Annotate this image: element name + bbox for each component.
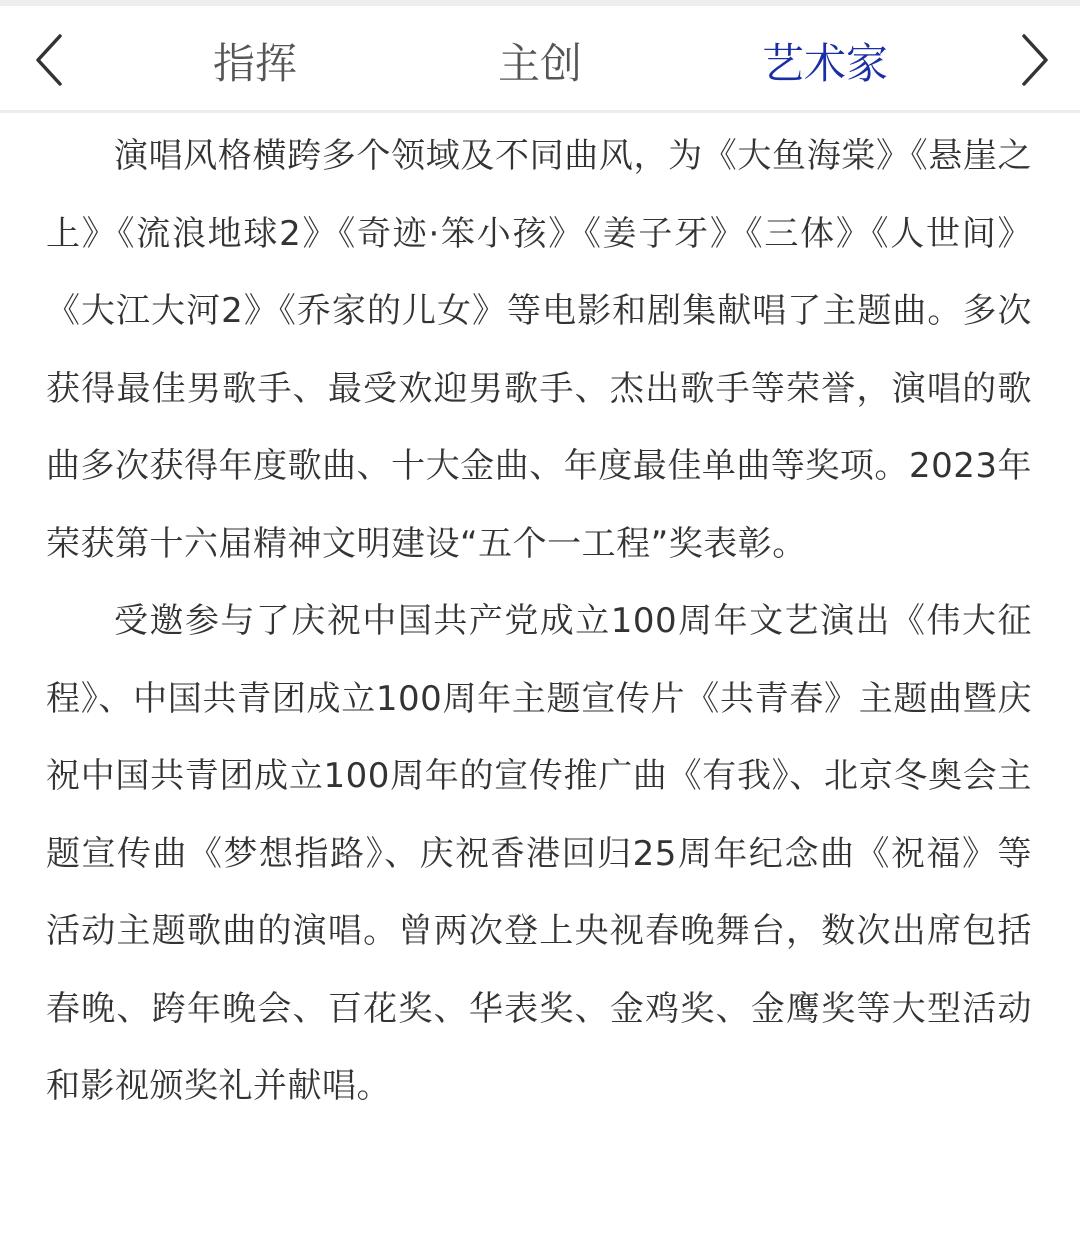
article-paragraph-1: 演唱风格横跨多个领域及不同曲风，为《大鱼海棠》《悬崖之上》《流浪地球2》《奇迹·笨小孩》《姜子牙》《三体》《人世间》《大江大河2》《乔家的儿女》等电影和剧集献唱了主题曲。多次获得最佳男歌手、最受欢迎男歌手、杰出歌手等荣誉，演唱的歌曲多次获得年度歌曲、十大金曲、年度最佳单曲等奖项。2023年荣获第十六届精神文明建设“五个一工程”奖表彰。 [46, 136, 1032, 564]
chevron-right-icon [1014, 30, 1054, 94]
article-body [46, 118, 1032, 1126]
tab-conductor[interactable]: 指挥 [212, 39, 297, 88]
chevron-left-icon [30, 30, 70, 94]
tab-creators[interactable]: 主创 [497, 39, 582, 88]
prev-button[interactable] [20, 26, 80, 98]
article-paragraph-2: 受邀参与了庆祝中国共产党成立100周年文艺演出《伟大征程》、中国共青团成立100周年主题宣传片《共青春》主题曲暨庆祝中国共青团成立100周年的宣传推广曲《有我》、北京冬奥会主题宣传曲《梦想指路》、庆祝香港回归25周年纪念曲《祝福》等活动主题歌曲的演唱。曾两次登上央视春晚舞台，数次出席包括春晚、跨年晚会、百花奖、华表奖、金鸡奖、金鹰奖等大型活动和影视颁奖礼并献唱。 [46, 601, 1032, 1106]
tab-artists[interactable]: 艺术家 [761, 39, 888, 88]
nav-divider [0, 110, 1080, 113]
nav-bar [0, 6, 1080, 110]
next-button[interactable] [1004, 26, 1064, 98]
